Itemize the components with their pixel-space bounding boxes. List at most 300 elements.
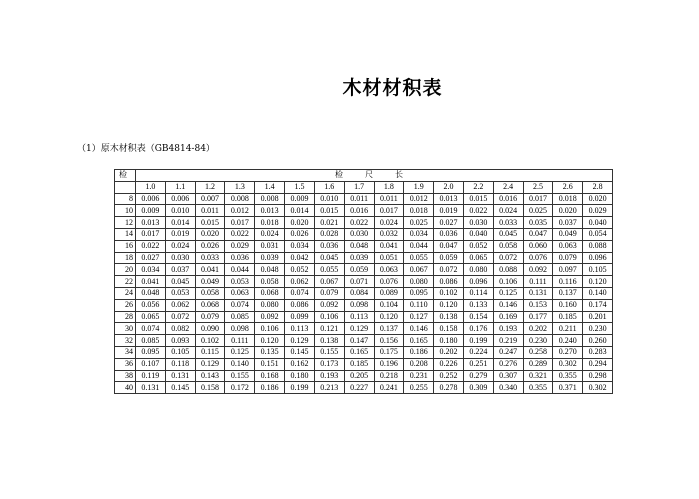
volume-cell: 0.082 (165, 323, 195, 335)
corner-cell: 检 (115, 170, 136, 182)
volume-cell: 0.015 (314, 205, 344, 217)
volume-cell: 0.045 (165, 276, 195, 288)
volume-cell: 0.114 (463, 287, 493, 299)
volume-cell: 0.169 (493, 311, 523, 323)
volume-cell: 0.049 (553, 228, 583, 240)
volume-cell: 0.011 (344, 193, 374, 205)
volume-cell: 0.017 (374, 205, 404, 217)
volume-cell: 0.037 (165, 264, 195, 276)
volume-cell: 0.009 (136, 205, 166, 217)
volume-cell: 0.084 (344, 287, 374, 299)
volume-cell: 0.040 (463, 228, 493, 240)
volume-cell: 0.041 (136, 276, 166, 288)
volume-cell: 0.014 (285, 205, 315, 217)
volume-cell: 0.019 (434, 205, 464, 217)
table-row (115, 252, 613, 264)
volume-cell: 0.105 (165, 346, 195, 358)
length-header-cell: 1.7 (344, 181, 374, 193)
volume-cell: 0.371 (553, 382, 583, 394)
volume-cell: 0.020 (583, 193, 613, 205)
volume-cell: 0.145 (285, 346, 315, 358)
volume-cell: 0.025 (523, 205, 553, 217)
table-row (115, 264, 613, 276)
volume-cell: 0.067 (314, 276, 344, 288)
volume-cell: 0.059 (434, 252, 464, 264)
volume-cell: 0.099 (285, 311, 315, 323)
volume-cell: 0.260 (583, 335, 613, 347)
volume-cell: 0.095 (136, 346, 166, 358)
volume-cell: 0.120 (374, 311, 404, 323)
length-span-header (136, 170, 613, 182)
volume-cell: 0.022 (136, 240, 166, 252)
volume-cell: 0.076 (374, 276, 404, 288)
volume-cell: 0.137 (553, 287, 583, 299)
volume-cell: 0.020 (195, 228, 225, 240)
volume-cell: 0.119 (136, 370, 166, 382)
volume-cell: 0.039 (344, 252, 374, 264)
table-row (115, 335, 613, 347)
volume-cell: 0.008 (225, 193, 255, 205)
volume-cell: 0.224 (463, 346, 493, 358)
table-row (115, 382, 613, 394)
volume-cell: 0.017 (523, 193, 553, 205)
volume-cell: 0.105 (583, 264, 613, 276)
volume-cell: 0.193 (493, 323, 523, 335)
volume-cell: 0.024 (374, 217, 404, 229)
volume-cell: 0.131 (165, 370, 195, 382)
volume-cell: 0.063 (225, 287, 255, 299)
volume-cell: 0.052 (463, 240, 493, 252)
volume-cell: 0.065 (136, 311, 166, 323)
volume-cell: 0.113 (344, 311, 374, 323)
volume-cell: 0.044 (225, 264, 255, 276)
volume-cell: 0.054 (583, 228, 613, 240)
volume-cell: 0.302 (553, 358, 583, 370)
volume-cell: 0.006 (136, 193, 166, 205)
volume-cell: 0.058 (195, 287, 225, 299)
volume-cell: 0.162 (285, 358, 315, 370)
volume-cell: 0.111 (523, 276, 553, 288)
diameter-cell: 16 (115, 240, 136, 252)
volume-cell: 0.137 (374, 323, 404, 335)
volume-cell: 0.230 (523, 335, 553, 347)
volume-cell: 0.014 (165, 217, 195, 229)
volume-cell: 0.018 (553, 193, 583, 205)
volume-cell: 0.098 (344, 299, 374, 311)
volume-cell: 0.024 (165, 240, 195, 252)
volume-cell: 0.019 (165, 228, 195, 240)
volume-cell: 0.175 (374, 346, 404, 358)
volume-cell: 0.095 (404, 287, 434, 299)
volume-cell: 0.012 (225, 205, 255, 217)
volume-cell: 0.307 (493, 370, 523, 382)
volume-cell: 0.053 (225, 276, 255, 288)
volume-cell: 0.022 (463, 205, 493, 217)
volume-cell: 0.092 (523, 264, 553, 276)
volume-cell: 0.045 (493, 228, 523, 240)
volume-cell: 0.086 (285, 299, 315, 311)
volume-cell: 0.121 (314, 323, 344, 335)
blank-header-cell (115, 181, 136, 193)
diameter-cell: 20 (115, 264, 136, 276)
length-header-cell: 1.0 (136, 181, 166, 193)
volume-cell: 0.116 (553, 276, 583, 288)
table-row (115, 240, 613, 252)
volume-cell: 0.180 (434, 335, 464, 347)
volume-cell: 0.321 (523, 370, 553, 382)
volume-cell: 0.160 (553, 299, 583, 311)
volume-cell: 0.111 (225, 335, 255, 347)
volume-cell: 0.219 (493, 335, 523, 347)
volume-cell: 0.140 (225, 358, 255, 370)
volume-cell: 0.024 (493, 205, 523, 217)
table-caption: （1）原木材积表（GB4814-84） (77, 144, 215, 154)
volume-cell: 0.302 (583, 382, 613, 394)
volume-cell: 0.020 (285, 217, 315, 229)
volume-cell: 0.186 (404, 346, 434, 358)
volume-cell: 0.051 (374, 252, 404, 264)
volume-cell: 0.173 (314, 358, 344, 370)
volume-cell: 0.247 (493, 346, 523, 358)
volume-cell: 0.120 (583, 276, 613, 288)
volume-cell: 0.147 (344, 335, 374, 347)
volume-cell: 0.080 (255, 299, 285, 311)
length-header-cell: 1.2 (195, 181, 225, 193)
volume-cell: 0.030 (344, 228, 374, 240)
volume-cell: 0.015 (463, 193, 493, 205)
volume-cell: 0.022 (344, 217, 374, 229)
volume-cell: 0.060 (523, 240, 553, 252)
volume-cell: 0.079 (195, 311, 225, 323)
volume-cell: 0.213 (314, 382, 344, 394)
diameter-cell: 38 (115, 370, 136, 382)
volume-cell: 0.041 (374, 240, 404, 252)
volume-cell: 0.045 (314, 252, 344, 264)
volume-cell: 0.155 (225, 370, 255, 382)
length-header-cell: 1.8 (374, 181, 404, 193)
volume-cell: 0.089 (374, 287, 404, 299)
volume-cell: 0.013 (434, 193, 464, 205)
volume-cell: 0.055 (314, 264, 344, 276)
volume-cell: 0.097 (553, 264, 583, 276)
volume-cell: 0.088 (493, 264, 523, 276)
volume-cell: 0.024 (255, 228, 285, 240)
volume-cell: 0.065 (463, 252, 493, 264)
volume-cell: 0.129 (195, 358, 225, 370)
table-row (115, 193, 613, 205)
volume-cell: 0.063 (553, 240, 583, 252)
volume-cell: 0.025 (404, 217, 434, 229)
volume-cell: 0.185 (344, 358, 374, 370)
volume-cell: 0.052 (285, 264, 315, 276)
volume-cell: 0.340 (493, 382, 523, 394)
volume-cell: 0.227 (344, 382, 374, 394)
volume-cell: 0.071 (344, 276, 374, 288)
diameter-cell: 14 (115, 228, 136, 240)
volume-cell: 0.037 (553, 217, 583, 229)
volume-cell: 0.218 (374, 370, 404, 382)
volume-cell: 0.029 (583, 205, 613, 217)
volume-cell: 0.076 (523, 252, 553, 264)
volume-cell: 0.231 (404, 370, 434, 382)
volume-cell: 0.176 (463, 323, 493, 335)
volume-cell: 0.146 (404, 323, 434, 335)
table-row (115, 287, 613, 299)
volume-cell: 0.036 (434, 228, 464, 240)
volume-cell: 0.168 (255, 370, 285, 382)
volume-cell: 0.047 (434, 240, 464, 252)
volume-cell: 0.042 (285, 252, 315, 264)
volume-cell: 0.096 (583, 252, 613, 264)
volume-cell: 0.048 (255, 264, 285, 276)
table-row (115, 346, 613, 358)
volume-cell: 0.068 (195, 299, 225, 311)
volume-cell: 0.018 (404, 205, 434, 217)
volume-cell: 0.008 (255, 193, 285, 205)
volume-cell: 0.106 (255, 323, 285, 335)
volume-cell: 0.041 (195, 264, 225, 276)
volume-cell: 0.131 (523, 287, 553, 299)
volume-cell: 0.079 (314, 287, 344, 299)
volume-cell: 0.028 (314, 228, 344, 240)
diameter-cell: 28 (115, 311, 136, 323)
volume-cell: 0.140 (583, 287, 613, 299)
volume-cell: 0.092 (314, 299, 344, 311)
volume-cell: 0.165 (404, 335, 434, 347)
diameter-cell: 32 (115, 335, 136, 347)
volume-cell: 0.013 (255, 205, 285, 217)
volume-cell: 0.151 (255, 358, 285, 370)
volume-cell: 0.135 (255, 346, 285, 358)
length-header-cell: 2.8 (583, 181, 613, 193)
volume-cell: 0.048 (136, 287, 166, 299)
volume-cell: 0.146 (493, 299, 523, 311)
table-row (115, 323, 613, 335)
volume-cell: 0.021 (314, 217, 344, 229)
length-header-cell: 1.1 (165, 181, 195, 193)
volume-cell: 0.177 (523, 311, 553, 323)
volume-cell: 0.034 (285, 240, 315, 252)
table-row (115, 205, 613, 217)
volume-cell: 0.283 (583, 346, 613, 358)
volume-cell: 0.129 (285, 335, 315, 347)
diameter-cell: 40 (115, 382, 136, 394)
volume-cell: 0.153 (523, 299, 553, 311)
volume-cell: 0.058 (255, 276, 285, 288)
volume-cell: 0.017 (225, 217, 255, 229)
volume-cell: 0.017 (136, 228, 166, 240)
volume-cell: 0.298 (583, 370, 613, 382)
volume-cell: 0.118 (165, 358, 195, 370)
volume-cell: 0.258 (523, 346, 553, 358)
diameter-cell: 10 (115, 205, 136, 217)
volume-cell: 0.072 (493, 252, 523, 264)
volume-cell: 0.093 (165, 335, 195, 347)
volume-cell: 0.085 (225, 311, 255, 323)
diameter-cell: 26 (115, 299, 136, 311)
volume-cell: 0.120 (434, 299, 464, 311)
diameter-cell: 36 (115, 358, 136, 370)
volume-cell: 0.062 (285, 276, 315, 288)
volume-cell: 0.085 (136, 335, 166, 347)
diameter-cell: 18 (115, 252, 136, 264)
volume-cell: 0.199 (463, 335, 493, 347)
volume-cell: 0.011 (374, 193, 404, 205)
volume-cell: 0.110 (404, 299, 434, 311)
volume-cell: 0.131 (136, 382, 166, 394)
volume-cell: 0.036 (314, 240, 344, 252)
volume-cell: 0.080 (463, 264, 493, 276)
volume-cell: 0.068 (255, 287, 285, 299)
volume-cell: 0.006 (165, 193, 195, 205)
length-span-header-label: 检 尺 长 (335, 170, 413, 180)
volume-cell: 0.047 (523, 228, 553, 240)
volume-cell: 0.033 (195, 252, 225, 264)
volume-cell: 0.143 (195, 370, 225, 382)
volume-cell: 0.230 (583, 323, 613, 335)
diameter-cell: 8 (115, 193, 136, 205)
length-header-cell: 1.5 (285, 181, 315, 193)
length-header-cell: 1.9 (404, 181, 434, 193)
volume-cell: 0.016 (344, 205, 374, 217)
volume-cell: 0.007 (195, 193, 225, 205)
volume-cell: 0.115 (195, 346, 225, 358)
volume-cell: 0.270 (553, 346, 583, 358)
volume-cell: 0.072 (165, 311, 195, 323)
length-header-cell: 2.4 (493, 181, 523, 193)
volume-cell: 0.027 (434, 217, 464, 229)
volume-cell: 0.036 (225, 252, 255, 264)
volume-cell: 0.251 (463, 358, 493, 370)
volume-cell: 0.355 (553, 370, 583, 382)
volume-cell: 0.020 (553, 205, 583, 217)
volume-cell: 0.035 (523, 217, 553, 229)
volume-cell: 0.032 (374, 228, 404, 240)
length-header-cell: 2.2 (463, 181, 493, 193)
volume-cell: 0.022 (225, 228, 255, 240)
volume-cell: 0.240 (553, 335, 583, 347)
volume-cell: 0.174 (583, 299, 613, 311)
volume-cell: 0.053 (165, 287, 195, 299)
table-row (115, 276, 613, 288)
volume-cell: 0.067 (404, 264, 434, 276)
volume-cell: 0.241 (374, 382, 404, 394)
volume-cell: 0.252 (434, 370, 464, 382)
table-row (115, 370, 613, 382)
volume-cell: 0.049 (195, 276, 225, 288)
volume-cell: 0.030 (165, 252, 195, 264)
volume-cell: 0.255 (404, 382, 434, 394)
volume-cell: 0.040 (583, 217, 613, 229)
volume-cell: 0.010 (165, 205, 195, 217)
volume-cell: 0.074 (225, 299, 255, 311)
volume-cell: 0.202 (434, 346, 464, 358)
volume-cell: 0.026 (195, 240, 225, 252)
volume-cell: 0.074 (136, 323, 166, 335)
volume-cell: 0.048 (344, 240, 374, 252)
volume-cell: 0.279 (463, 370, 493, 382)
volume-cell: 0.278 (434, 382, 464, 394)
volume-cell: 0.102 (195, 335, 225, 347)
volume-cell: 0.012 (404, 193, 434, 205)
table-row (115, 299, 613, 311)
volume-cell: 0.202 (523, 323, 553, 335)
volume-cell: 0.009 (285, 193, 315, 205)
length-header-cell: 1.3 (225, 181, 255, 193)
volume-cell: 0.172 (225, 382, 255, 394)
volume-cell: 0.010 (314, 193, 344, 205)
volume-cell: 0.138 (434, 311, 464, 323)
volume-cell: 0.059 (344, 264, 374, 276)
volume-cell: 0.185 (553, 311, 583, 323)
volume-cell: 0.013 (136, 217, 166, 229)
volume-cell: 0.276 (493, 358, 523, 370)
volume-cell: 0.138 (314, 335, 344, 347)
header-row-top (115, 170, 613, 182)
table-row (115, 358, 613, 370)
volume-cell: 0.226 (434, 358, 464, 370)
volume-cell: 0.155 (314, 346, 344, 358)
timber-volume-table (114, 169, 613, 394)
volume-cell: 0.062 (165, 299, 195, 311)
table-row (115, 217, 613, 229)
volume-cell: 0.034 (136, 264, 166, 276)
volume-cell: 0.186 (255, 382, 285, 394)
volume-cell: 0.196 (374, 358, 404, 370)
volume-cell: 0.033 (493, 217, 523, 229)
volume-cell: 0.063 (374, 264, 404, 276)
page-title: 木材材积表 (342, 77, 443, 99)
volume-cell: 0.154 (463, 311, 493, 323)
volume-cell: 0.113 (285, 323, 315, 335)
length-header-cell: 1.4 (255, 181, 285, 193)
volume-cell: 0.129 (344, 323, 374, 335)
volume-cell: 0.158 (195, 382, 225, 394)
volume-cell: 0.120 (255, 335, 285, 347)
volume-cell: 0.165 (344, 346, 374, 358)
volume-cell: 0.106 (314, 311, 344, 323)
volume-cell: 0.072 (434, 264, 464, 276)
volume-cell: 0.309 (463, 382, 493, 394)
volume-cell: 0.199 (285, 382, 315, 394)
volume-cell: 0.039 (255, 252, 285, 264)
volume-cell: 0.080 (404, 276, 434, 288)
volume-cell: 0.180 (285, 370, 315, 382)
volume-cell: 0.201 (583, 311, 613, 323)
volume-cell: 0.127 (404, 311, 434, 323)
volume-cell: 0.289 (523, 358, 553, 370)
volume-cell: 0.018 (255, 217, 285, 229)
volume-cell: 0.011 (195, 205, 225, 217)
volume-cell: 0.088 (583, 240, 613, 252)
volume-cell: 0.086 (434, 276, 464, 288)
volume-cell: 0.205 (344, 370, 374, 382)
volume-cell: 0.031 (255, 240, 285, 252)
volume-cell: 0.034 (404, 228, 434, 240)
volume-cell: 0.107 (136, 358, 166, 370)
volume-cell: 0.015 (195, 217, 225, 229)
volume-cell: 0.030 (463, 217, 493, 229)
volume-cell: 0.044 (404, 240, 434, 252)
volume-cell: 0.158 (434, 323, 464, 335)
length-header-cell: 2.0 (434, 181, 464, 193)
volume-cell: 0.096 (463, 276, 493, 288)
volume-cell: 0.208 (404, 358, 434, 370)
volume-cell: 0.193 (314, 370, 344, 382)
table-row (115, 228, 613, 240)
volume-cell: 0.074 (285, 287, 315, 299)
volume-cell: 0.055 (404, 252, 434, 264)
